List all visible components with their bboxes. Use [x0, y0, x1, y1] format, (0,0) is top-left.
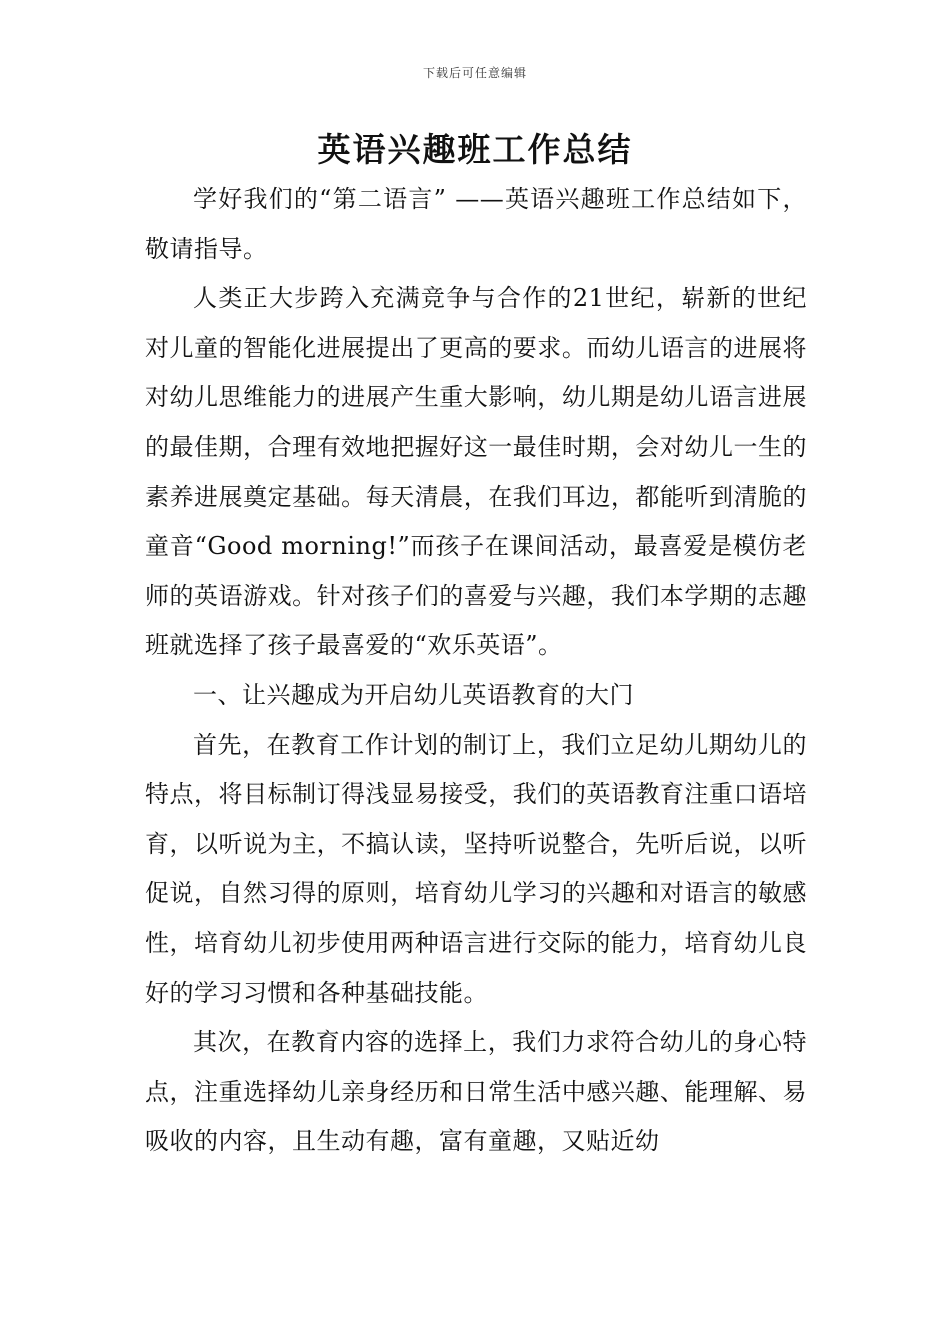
content-paragraph: 其次，在教育内容的选择上，我们力求符合幼儿的身心特点，注重选择幼儿亲身经历和日常生活中感兴趣、能理解、易吸收的内容，且生动有趣，富有童趣，又贴近幼 — [145, 1028, 807, 1156]
background-paragraph: 人类正大步跨入充满竞争与合作的21世纪，崭新的世纪对儿童的智能化进展提出了更高的要求。而幼儿语言的进展将对幼儿思维能力的进展产生重大影响，幼儿期是幼儿语言进展的最佳期，合理有效地把握好这一最佳时期，会对幼儿一生的素养进展奠定基础。每天清晨，在我们耳边，都能听到清脆的童音“Good morning!”而孩子在课间活动，最喜爱是模仿老师的英语游戏。针对孩子们的喜爱与兴趣，我们本学期的志趣班就选择了孩子最喜爱的“欢乐英语”。 — [145, 284, 807, 660]
page-header-note: 下载后可任意编辑 — [422, 66, 527, 80]
section-heading-1: 一、让兴趣成为开启幼儿英语教育的大门 — [193, 680, 634, 709]
document-title: 英语兴趣班工作总结 — [317, 130, 633, 169]
document-body — [145, 175, 807, 1167]
planning-paragraph: 首先，在教育工作计划的制订上，我们立足幼儿期幼儿的特点，将目标制订得浅显易接受，我们的英语教育注重口语培育，以听说为主，不搞认读，坚持听说整合，先听后说，以听促说，自然习得的原则，培育幼儿学习的兴趣和对语言的敏感性，培育幼儿初步使用两种语言进行交际的能力，培育幼儿良好的学习习惯和各种基础技能。 — [145, 730, 807, 1007]
intro-paragraph: 学好我们的“第二语言” ——英语兴趣班工作总结如下，敬请指导。 — [145, 185, 807, 263]
